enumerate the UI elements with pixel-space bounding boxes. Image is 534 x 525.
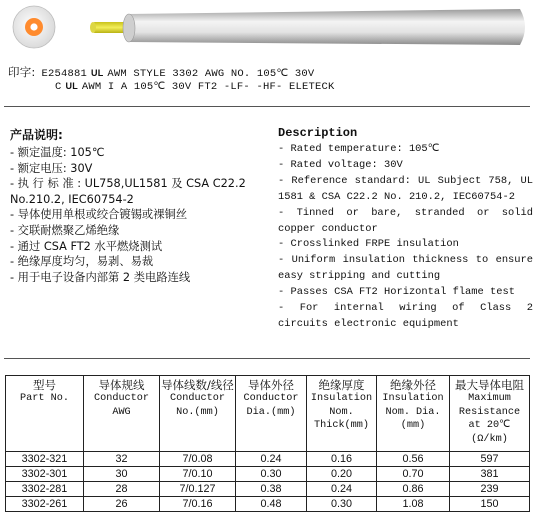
marking-file-number: E254881 bbox=[41, 68, 87, 80]
cell-resistance: 597 bbox=[450, 452, 530, 467]
list-item: - Crosslinked FRPE insulation bbox=[278, 238, 459, 251]
list-item: - 交联耐燃聚乙烯绝缘 bbox=[10, 223, 120, 237]
cul-logo: UL bbox=[65, 81, 78, 91]
cell-insulation-thick: 0.24 bbox=[307, 482, 377, 497]
description-cn-heading: 产品说明: bbox=[10, 128, 63, 142]
header-max-resistance: 最大导体电阻 Maximum Resistance at 20℃ (Ω/km) bbox=[450, 376, 530, 452]
list-item: - 导体使用单根或绞合镀锡或裸铜丝 bbox=[10, 208, 188, 222]
list-item: - 额定温度: 105℃ bbox=[10, 146, 105, 159]
divider-top bbox=[4, 106, 530, 107]
cell-conductor-dia: 0.24 bbox=[236, 452, 307, 467]
cell-resistance: 381 bbox=[450, 467, 530, 482]
cell-part-no: 3302-281 bbox=[6, 482, 84, 497]
divider-bottom bbox=[4, 358, 530, 359]
cell-resistance: 150 bbox=[450, 497, 530, 512]
description-en-heading: Description bbox=[278, 126, 358, 140]
cell-insulation-thick: 0.30 bbox=[307, 497, 377, 512]
list-item: - Reference standard: UL Subject 758, UL 1581 & CSA C22.2 No. 210.2, IEC60754-2 bbox=[278, 174, 533, 203]
table-row bbox=[6, 497, 530, 512]
conductor-tip bbox=[90, 22, 96, 33]
header-conductor-dia: 导体外径 Conductor Dia.(mm) bbox=[236, 376, 307, 452]
print-marking-line-1 bbox=[8, 64, 314, 80]
table-row bbox=[6, 482, 530, 497]
table-row bbox=[6, 467, 530, 482]
list-item: - Tinned or bare, stranded or solid copper conductor bbox=[278, 206, 533, 235]
list-item: - Passes CSA FT2 Horizontal flame test bbox=[278, 286, 515, 299]
list-item: - 绝缘厚度均匀，易剥、易裁 bbox=[10, 255, 154, 269]
cell-insulation-dia: 0.70 bbox=[377, 467, 450, 482]
header-conductor-awg: 导体规线 Conductor AWG bbox=[84, 376, 160, 452]
description-chinese bbox=[10, 126, 265, 285]
cell-awg: 26 bbox=[84, 497, 160, 512]
print-marking-line-2 bbox=[55, 80, 334, 93]
marking-ul-rating: AWM STYLE 3302 AWG NO. 105℃ 30V bbox=[107, 68, 315, 80]
list-item: - 通过 CSA FT2 水平燃烧测试 bbox=[10, 239, 163, 253]
list-item: - Uniform insulation thickness to ensure easy stripping and cutting bbox=[278, 254, 533, 283]
description-cn-list bbox=[10, 145, 265, 285]
cell-conductor-dia: 0.48 bbox=[236, 497, 307, 512]
table-header-row bbox=[6, 376, 530, 452]
list-item: - Rated voltage: 30V bbox=[278, 158, 403, 171]
cell-part-no: 3302-301 bbox=[6, 467, 84, 482]
cell-part-no: 3302-261 bbox=[6, 497, 84, 512]
cell-resistance: 239 bbox=[450, 482, 530, 497]
cell-insulation-thick: 0.16 bbox=[307, 452, 377, 467]
cell-conductor-no: 7/0.127 bbox=[160, 482, 236, 497]
cell-awg: 32 bbox=[84, 452, 160, 467]
cell-insulation-dia: 0.86 bbox=[377, 482, 450, 497]
cable-end-view bbox=[13, 6, 55, 48]
cell-awg: 28 bbox=[84, 482, 160, 497]
specification-table bbox=[5, 375, 530, 512]
cable-side-view bbox=[90, 9, 525, 45]
cell-conductor-no: 7/0.16 bbox=[160, 497, 236, 512]
sheath bbox=[128, 9, 525, 45]
list-item: - 用于电子设备内部第 2 类电路连线 bbox=[10, 270, 191, 284]
list-item: - 执 行 标 准 : UL758,UL1581 及 CSA C22.2 No.210.2, IEC60754-2 bbox=[10, 177, 246, 206]
cell-awg: 30 bbox=[84, 467, 160, 482]
sheath-end bbox=[123, 14, 135, 42]
cell-conductor-no: 7/0.08 bbox=[160, 452, 236, 467]
description-english bbox=[278, 126, 533, 333]
list-item: - Rated temperature: 105℃ bbox=[278, 143, 440, 155]
cell-part-no: 3302-321 bbox=[6, 452, 84, 467]
list-item: - 额定电压: 30V bbox=[10, 161, 93, 175]
header-insulation-thick: 绝缘厚度 Insulation Nom. Thick(mm) bbox=[307, 376, 377, 452]
description-en-list bbox=[278, 142, 533, 333]
marking-c-prefix: C bbox=[55, 81, 62, 93]
list-item: - For internal wiring of Class 2 circuits electronic equipment bbox=[278, 302, 533, 330]
header-part-no: 型号 Part No. bbox=[6, 376, 84, 452]
marking-label: 印字: bbox=[8, 65, 36, 79]
marking-csa-rating: AWM I A 105℃ 30V FT2 -LF- -HF- ELETECK bbox=[81, 81, 335, 93]
cell-conductor-no: 7/0.10 bbox=[160, 467, 236, 482]
cell-insulation-dia: 0.56 bbox=[377, 452, 450, 467]
header-conductor-no: 导体线数/线径 Conductor No.(mm) bbox=[160, 376, 236, 452]
cable-cross-section-illustration bbox=[0, 0, 534, 56]
cell-conductor-dia: 0.38 bbox=[236, 482, 307, 497]
conductor-core bbox=[30, 23, 37, 30]
cell-insulation-dia: 1.08 bbox=[377, 497, 450, 512]
cell-conductor-dia: 0.30 bbox=[236, 467, 307, 482]
ul-recognized-logo: UL bbox=[91, 68, 104, 78]
cell-insulation-thick: 0.20 bbox=[307, 467, 377, 482]
header-insulation-dia: 绝缘外径 Insulation Nom. Dia. (mm) bbox=[377, 376, 450, 452]
table-row bbox=[6, 452, 530, 467]
